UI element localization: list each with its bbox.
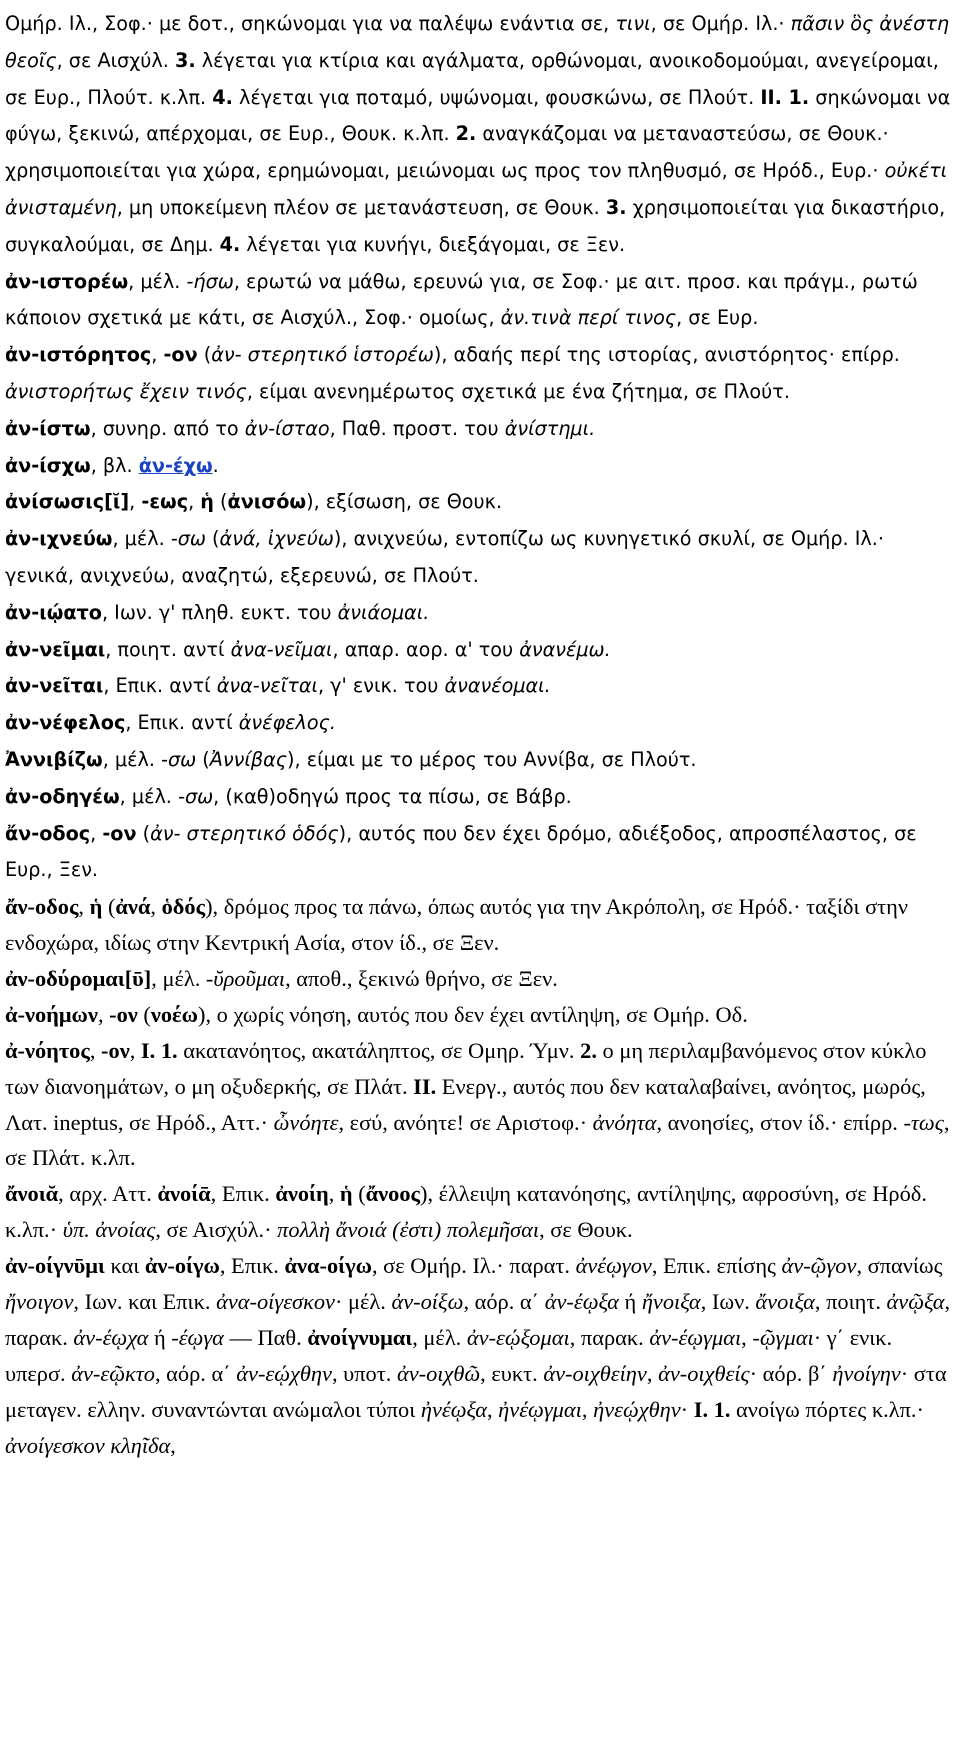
bold-term: ἀν-νεῖμαι xyxy=(5,637,106,661)
italic-term: ἤνοιξα xyxy=(641,1289,701,1315)
italic-term: ἀν-έῳχα xyxy=(73,1325,149,1350)
entry-text: . xyxy=(212,453,219,477)
bold-term: 2. xyxy=(455,122,477,146)
bold-term: ἡ xyxy=(339,1181,353,1207)
bold-term: -εως xyxy=(141,490,189,514)
entry-text: , xyxy=(646,1360,659,1386)
entry-text: λέγεται για ποταμό, υψώνομαι, φουσκώνω, σε Πλούτ. xyxy=(232,85,761,109)
dictionary-entry xyxy=(5,742,952,779)
bold-term: ἀνοίη xyxy=(275,1181,329,1207)
entry-text: · xyxy=(680,1396,694,1422)
italic-term: ἀν-οιχθείην xyxy=(543,1360,647,1386)
entry-text: ), ο χωρίς νόηση, αυτός που δεν έχει αντίληψη, σε Ομήρ. Οδ. xyxy=(198,1001,748,1027)
entry-text: , xyxy=(97,1001,110,1027)
italic-term: ἀν- στερητικό ἱστορέω xyxy=(211,343,434,367)
italic-term: Ἀννίβας xyxy=(209,747,288,771)
italic-term: ἀνα-νεῖμαι xyxy=(230,637,333,661)
italic-term: -τως xyxy=(903,1109,944,1135)
entry-text: · αόρ. β΄ xyxy=(749,1360,833,1386)
bold-term: ἀν-οίγνῡμι xyxy=(5,1253,105,1279)
entry-text: και xyxy=(104,1253,145,1279)
italic-term: ἤνοιγον xyxy=(5,1289,74,1315)
italic-term: ἠνέῳξα xyxy=(420,1396,487,1422)
entry-text: , σε Θουκ. xyxy=(539,1217,633,1243)
entry-text: , είμαι ανενημέρωτος σχετικά με ένα ζήτημα, σε Πλούτ. xyxy=(246,379,790,403)
italic-term: ἀν-έῳγμαι xyxy=(649,1325,742,1350)
italic-term: -ήσω xyxy=(186,269,234,293)
italic-term: ἀνανέμω. xyxy=(519,637,611,661)
entry-text: , xyxy=(150,894,162,920)
entry-text: ο μη περιλαμβανόμενος στον κύκλο των διανοημάτων, ο μη οξυδερκής, σε Πλάτ. xyxy=(5,1037,927,1099)
italic-term: ἀνέφελος. xyxy=(238,711,336,735)
entry-text: , xyxy=(89,1037,102,1063)
italic-term: ἀν-εῴχθην xyxy=(236,1360,332,1386)
dictionary-entry xyxy=(5,337,952,411)
entry-text: , μέλ. xyxy=(102,747,162,771)
dictionary-entry xyxy=(5,997,952,1033)
dictionary-entry xyxy=(5,705,952,742)
entry-text: · μέλ. xyxy=(334,1289,392,1315)
entry-text: , (καθ)οδηγώ προς τα πίσω, σε Βάβρ. xyxy=(213,784,572,808)
italic-term: ἀνά, ἰχνεύω xyxy=(219,527,334,551)
entry-text: , ποιητ. xyxy=(814,1289,887,1315)
italic-term: -ῷγμαι xyxy=(752,1325,814,1350)
entry-text: , απαρ. αορ. α' του xyxy=(332,637,520,661)
entry-text: · στα μεταγεν. ελλην. συναντώνται ανώμαλοι τύποι xyxy=(5,1360,947,1422)
italic-term: ἀνα-οίγεσκον xyxy=(216,1289,335,1315)
italic-term: ἀνιστορήτως ἔχειν τινός xyxy=(5,379,247,403)
bold-term: ἄνοος xyxy=(365,1181,421,1207)
italic-term: ἀνέῳγον xyxy=(575,1253,652,1279)
dictionary-entry xyxy=(5,448,952,485)
entry-text: , xyxy=(129,490,142,514)
entry-text: ), ανιχνεύω, εντοπίζω ως κυνηγετικό σκυλί, σε Ομήρ. Ιλ.· γενικά, ανιχνεύω, αναζητώ, εξερευνώ, σε Πλούτ. xyxy=(5,527,884,587)
bold-term: ἀνισόω xyxy=(227,490,307,514)
entry-text: · γ΄ ενικ. υπερσ. xyxy=(5,1325,893,1386)
entry-text: , αρχ. Αττ. xyxy=(58,1181,158,1207)
entry-text: , Ιων. και Επικ. xyxy=(73,1289,217,1315)
entry-text: ( xyxy=(136,821,151,845)
bold-term: ἀνοίᾱ xyxy=(157,1181,211,1207)
entry-text: ), έλλειψη κατανόησης, αντίληψης, αφροσύνη, σε Ηρόδ. κ.λπ.· xyxy=(5,1181,927,1243)
italic-term: ἀν- στερητικό ὁδός xyxy=(150,821,339,845)
entry-text: λέγεται για κυνήγι, διεξάγομαι, σε Ξεν. xyxy=(240,232,626,256)
entry-text: , Επικ. xyxy=(210,1181,276,1207)
dictionary-entry xyxy=(5,1033,952,1177)
entry-text: , σε Πλάτ. κ.λπ. xyxy=(5,1109,950,1171)
dictionary-entry xyxy=(5,668,952,705)
bold-term: ἀν-ίστω xyxy=(5,416,91,440)
italic-term: ἀν-ῷγον xyxy=(781,1253,857,1279)
bold-term: ἀν-ίσχω xyxy=(5,453,91,477)
entry-text: , σε Ομήρ. Ιλ.· παρατ. xyxy=(371,1253,576,1279)
dictionary-entry xyxy=(5,961,952,997)
dictionary-entry xyxy=(5,1176,952,1248)
entry-text: , αόρ. α΄ xyxy=(463,1289,545,1315)
entry-text: ( xyxy=(352,1181,366,1207)
entry-text: , μέλ. xyxy=(112,527,171,551)
entry-text: , xyxy=(328,1181,340,1207)
bold-term: ἀνα-οίγω xyxy=(284,1253,372,1279)
bold-term: ἄνοιᾰ xyxy=(5,1181,59,1207)
entry-text: ), αυτός που δεν έχει δρόμο, αδιέξοδος, απροσπέλαστος, σε Ευρ., Ξεν. xyxy=(5,821,917,882)
entry-text: , xyxy=(486,1396,499,1422)
entry-text: , εσύ, ανόητε! σε Αριστοφ.· xyxy=(338,1109,593,1135)
italic-term: ἀν.τινὰ περί τινος xyxy=(500,306,677,330)
entry-text: ( xyxy=(213,490,228,514)
entry-text: , xyxy=(188,490,201,514)
italic-term: πᾶσιν ὃς ἀνέστη θεοῖς xyxy=(5,12,950,72)
entry-text: , Παθ. προστ. του xyxy=(329,416,505,440)
italic-term: -σω xyxy=(161,747,197,771)
entry-text: , Επικ. αντί xyxy=(125,711,239,735)
entry-text: ή xyxy=(148,1325,172,1350)
entry-text: ( xyxy=(102,894,116,920)
italic-term: ἠνοίγην xyxy=(832,1360,901,1386)
entry-text: , Επικ. xyxy=(219,1253,285,1279)
entry-text: , αποθ., ξεκινώ θρήνο, σε Ξεν. xyxy=(285,965,558,991)
dictionary-entry xyxy=(5,632,952,669)
italic-term: ἄνοιξα xyxy=(755,1289,815,1315)
italic-term: ἀνοίγεσκον κληῖδα xyxy=(5,1432,171,1458)
bold-term: ἀνοίγνυμαι xyxy=(307,1325,413,1350)
italic-term: ἀνῷξα xyxy=(886,1289,945,1315)
italic-term: ἀνα-νεῖται xyxy=(216,674,318,698)
entry-text: , μέλ. xyxy=(412,1325,467,1350)
entry-text: , xyxy=(581,1396,594,1422)
italic-term: -ῠροῦμαι xyxy=(205,965,286,991)
italic-term: ἀν-έῳξα xyxy=(544,1289,619,1315)
entry-text: ), δρόμος προς τα πάνω, όπως αυτός για την Ακρόπολη, σε Ηρόδ.· ταξίδι στην ενδοχώρα, ιδίως στην Κεντρική Ασία, στον ίδ., σε Ξεν. xyxy=(5,894,908,956)
entry-text: λέγεται για κτίρια και αγάλματα, ορθώνομαι, ανοικοδομούμαι, ανεγείρομαι, σε Ευρ., Πλούτ. κ.λπ. xyxy=(5,48,939,109)
bold-term: ἄν-οδος xyxy=(5,894,79,920)
entry-text: , Ιων. γ' πληθ. ευκτ. του xyxy=(101,600,338,624)
bold-term: 4. xyxy=(219,232,241,256)
bold-term: ἀν-ιστόρητος xyxy=(5,343,152,367)
entry-text: — Παθ. xyxy=(223,1325,308,1350)
entry-text: ( xyxy=(196,747,210,771)
bold-term: -ον xyxy=(101,1037,130,1063)
entry-text: , μέλ. xyxy=(128,269,187,293)
entry-text: ), είμαι με το μέρος του Αννίβα, σε Πλούτ. xyxy=(287,747,697,771)
entry-text: , αόρ. α΄ xyxy=(154,1360,237,1386)
entry-text: , υποτ. xyxy=(331,1360,397,1386)
bold-term: 3. xyxy=(605,195,627,219)
dictionary-entry xyxy=(5,889,952,961)
bold-term: Ἀννιβίζω xyxy=(5,747,103,771)
bold-term: ἀν-ιστορέω xyxy=(5,269,129,293)
bold-term: II. 1. xyxy=(760,85,810,109)
italic-term: ὑπ. ἀνοίας xyxy=(62,1217,156,1243)
entry-text: , xyxy=(90,821,103,845)
italic-term: -έῳγα xyxy=(171,1325,224,1350)
entry-text: ανοίγω πόρτες κ.λπ.· xyxy=(730,1396,924,1422)
bold-term: ἀν-οδηγέω xyxy=(5,784,120,808)
italic-term: ὦνόητε xyxy=(273,1109,339,1135)
entry-text: , Επικ. επίσης xyxy=(651,1253,782,1279)
bold-term: II. xyxy=(413,1073,437,1099)
bold-term: ἀν-ιῴατο xyxy=(5,600,102,624)
dictionary-entry xyxy=(5,6,952,264)
italic-term: ἀν-οίξω xyxy=(391,1289,464,1315)
dictionary-entry xyxy=(5,264,952,338)
cross-reference-link[interactable]: ἀν-έχω xyxy=(138,453,213,477)
entry-text: ( xyxy=(197,343,212,367)
entry-text: ), εξίσωση, σε Θουκ. xyxy=(306,490,503,514)
dictionary-entry xyxy=(5,595,952,632)
dictionary-entry xyxy=(5,779,952,816)
dictionary-entry xyxy=(5,1248,952,1463)
bold-term: ἀν-νέφελος xyxy=(5,711,126,735)
italic-term: οὐκέτι ἀνισταμένη xyxy=(5,159,948,219)
bold-term: I. 1. xyxy=(693,1396,731,1422)
entry-text: αναγκάζομαι να μεταναστεύσω, σε Θουκ.· χρησιμοποιείται για χώρα, ερημώνομαι, μειώνομαι ως προς τον πληθυσμό, σε Ηρόδ., Ευρ.· xyxy=(5,122,889,183)
entry-text: , σε Αισχύλ. xyxy=(56,48,175,72)
entry-text: χρησιμοποιείται για δικαστήριο, συγκαλούμαι, σε Δημ. xyxy=(5,195,946,256)
entry-text: , μέλ. xyxy=(119,784,179,808)
entry-text: , xyxy=(78,894,90,920)
italic-term: ἀνιάομαι. xyxy=(337,600,430,624)
italic-term: ἀν-οιχθείς xyxy=(658,1360,750,1386)
entry-text: , σε Αισχύλ.· xyxy=(155,1217,278,1243)
entry-text: , xyxy=(151,343,164,367)
entry-text: , ερωτώ να μάθω, ερευνώ για, σε Σοφ.· με αιτ. προσ. και πράγμ., ρωτώ κάποιον σχετικά με κάτι, σε Αισχύλ., Σοφ.· ομοίως, xyxy=(5,269,918,330)
entry-text: , ποιητ. αντί xyxy=(105,637,231,661)
entry-text: , μη υποκείμενη πλέον σε μετανάστευση, σε Θουκ. xyxy=(116,195,606,219)
bold-term: -ον xyxy=(163,343,198,367)
entry-text: ), αδαής περί της ιστορίας, ανιστόρητος· επίρρ. xyxy=(433,343,900,367)
bold-term: 3. xyxy=(174,48,196,72)
entry-text: ή xyxy=(618,1289,642,1315)
italic-term: ἠνεῴχθην xyxy=(593,1396,681,1422)
italic-term: ἀν-ίσταο xyxy=(244,416,330,440)
dictionary-entry xyxy=(5,521,952,595)
italic-term: ἀνανέομαι. xyxy=(444,674,551,698)
dictionary-entry xyxy=(5,411,952,448)
entry-text: , ανοησίες, στον ίδ.· επίρρ. xyxy=(656,1109,904,1135)
entry-text: , σε Ομήρ. Ιλ.· xyxy=(650,12,791,35)
entry-text: ( xyxy=(205,527,220,551)
bold-term: I. 1. xyxy=(140,1037,178,1063)
entry-text: Ενεργ., αυτός που δεν καταλαβαίνει, ανόητος, μωρός, Λατ. ineptus, σε Ηρόδ., Αττ.· xyxy=(5,1073,926,1135)
bold-term: 4. xyxy=(212,85,233,109)
bold-term: ἀ-νοήμων xyxy=(5,1001,98,1027)
entry-text: , Ιων. xyxy=(700,1289,756,1315)
entry-text: , xyxy=(170,1432,176,1458)
bold-term: ἀν-νεῖται xyxy=(5,674,104,698)
italic-term: ἀν-εῴξομαι xyxy=(466,1325,570,1350)
bold-term: ὁδός xyxy=(161,894,206,920)
dictionary-entry xyxy=(5,484,952,521)
entry-text: , xyxy=(129,1037,141,1063)
bold-term: -ον xyxy=(109,1001,138,1027)
bold-term: ἀ-νόητος xyxy=(5,1037,90,1063)
dictionary-entry xyxy=(5,816,952,890)
bold-term: ἀν-ιχνεύω xyxy=(5,527,113,551)
italic-term: ἀνίστημι. xyxy=(504,416,596,440)
bold-term: νοέω xyxy=(150,1001,198,1027)
bold-term: -ον xyxy=(102,821,137,845)
bold-term: ἡ xyxy=(89,894,103,920)
bold-term: ἀν-οδύρομαι[ῡ] xyxy=(5,965,152,991)
entry-text: σηκώνομαι να φύγω, ξεκινώ, απέρχομαι, σε Ευρ., Θουκ. κ.λπ. xyxy=(5,85,951,146)
italic-term: -σω xyxy=(178,784,214,808)
italic-term: πολλὴ ἄνοιά (ἐστι) πολεμῆσαι xyxy=(277,1217,540,1243)
entry-text: Ομήρ. Ιλ., Σοφ.· με δοτ., σηκώνομαι για να παλέψω ενάντια σε, xyxy=(5,12,616,35)
bold-term: 2. xyxy=(580,1037,597,1063)
entry-text: , Επικ. αντί xyxy=(103,674,217,698)
entry-text: , βλ. xyxy=(90,453,139,477)
italic-term: ἀνόητα xyxy=(592,1109,657,1135)
entry-text: ( xyxy=(137,1001,151,1027)
bold-term: ἄν-οδος xyxy=(5,821,91,845)
entry-text: , συνηρ. από το xyxy=(90,416,245,440)
entry-text: ακατανόητος, ακατάληπτος, σε Ομηρ. Ύμν. xyxy=(177,1037,581,1063)
entry-text: , γ' ενικ. του xyxy=(317,674,445,698)
entry-text: , παρακ. xyxy=(569,1325,650,1350)
entry-text: , σπανίως xyxy=(856,1253,943,1279)
italic-term: ἀν-οιχθῶ xyxy=(396,1360,481,1386)
bold-term: ἡ xyxy=(200,490,214,514)
bold-term: ἀνίσωσις[ῐ] xyxy=(5,490,130,514)
entry-text: , ευκτ. xyxy=(480,1360,544,1386)
entry-text: , μέλ. xyxy=(151,965,206,991)
italic-term: τινι xyxy=(615,12,651,35)
entry-text: , σε Ευρ. xyxy=(676,306,759,330)
bold-term: ἀνά xyxy=(115,894,151,920)
entry-text: , xyxy=(741,1325,753,1350)
italic-term: -σω xyxy=(170,527,206,551)
italic-term: ἠνέῳγμαι xyxy=(498,1396,582,1422)
entry-text: , παρακ. xyxy=(5,1289,951,1350)
bold-term: ἀν-οίγω xyxy=(144,1253,220,1279)
italic-term: ἀν-εῷκτο xyxy=(71,1360,155,1386)
